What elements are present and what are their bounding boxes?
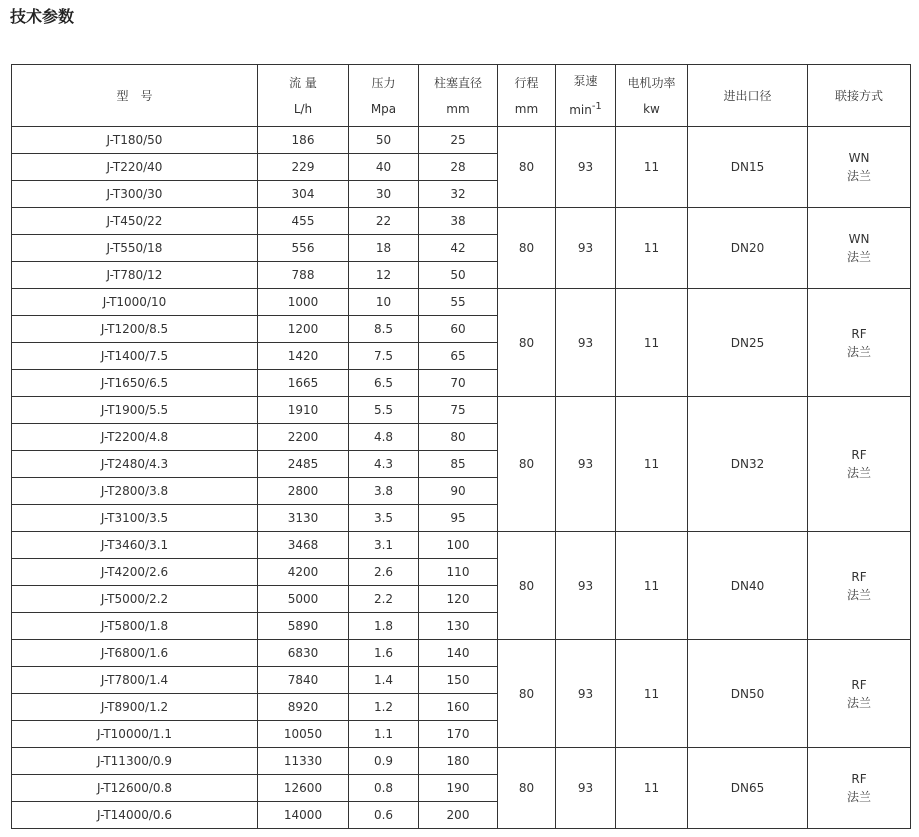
cell-power: 11 (616, 748, 688, 829)
cell-flow: 14000 (258, 802, 349, 829)
cell-diameter: 60 (419, 316, 498, 343)
cell-pressure: 0.9 (349, 748, 419, 775)
cell-flow: 1200 (258, 316, 349, 343)
connection-type: RF (851, 326, 867, 341)
cell-model: J-T180/50 (12, 127, 258, 154)
cell-model: J-T12600/0.8 (12, 775, 258, 802)
cell-flow: 455 (258, 208, 349, 235)
cell-pressure: 4.3 (349, 451, 419, 478)
cell-model: J-T7800/1.4 (12, 667, 258, 694)
connection-name: 法兰 (846, 466, 871, 480)
table-row (12, 289, 911, 316)
cell-model: J-T300/30 (12, 181, 258, 208)
cell-diameter: 110 (419, 559, 498, 586)
cell-diameter: 170 (419, 721, 498, 748)
page-title: 技术参数 (10, 7, 75, 26)
cell-diameter: 80 (419, 424, 498, 451)
cell-model: J-T8900/1.2 (12, 694, 258, 721)
cell-model: J-T1400/7.5 (12, 343, 258, 370)
header-flow: 流 量 L/h (258, 65, 349, 127)
cell-flow: 4200 (258, 559, 349, 586)
header-stroke: 行程 mm (498, 65, 556, 127)
cell-flow: 1910 (258, 397, 349, 424)
cell-diameter: 120 (419, 586, 498, 613)
cell-port: DN32 (688, 397, 808, 532)
cell-connection (808, 748, 911, 829)
table-row (12, 748, 911, 775)
cell-pressure: 3.1 (349, 532, 419, 559)
cell-model: J-T5000/2.2 (12, 586, 258, 613)
cell-flow: 10050 (258, 721, 349, 748)
cell-flow: 1665 (258, 370, 349, 397)
cell-diameter: 160 (419, 694, 498, 721)
cell-model: J-T5800/1.8 (12, 613, 258, 640)
cell-port: DN20 (688, 208, 808, 289)
cell-diameter: 85 (419, 451, 498, 478)
cell-diameter: 150 (419, 667, 498, 694)
cell-flow: 1420 (258, 343, 349, 370)
cell-flow: 556 (258, 235, 349, 262)
cell-diameter: 95 (419, 505, 498, 532)
connection-type: RF (851, 448, 867, 462)
cell-stroke: 80 (498, 289, 556, 397)
connection-type: RF (851, 569, 867, 584)
cell-connection (808, 208, 911, 289)
cell-pressure: 50 (349, 127, 419, 154)
cell-diameter: 38 (419, 208, 498, 235)
cell-speed: 93 (556, 289, 616, 397)
cell-speed: 93 (556, 208, 616, 289)
cell-connection (808, 289, 911, 397)
cell-power: 11 (616, 640, 688, 748)
cell-flow: 3468 (258, 532, 349, 559)
cell-pressure: 2.6 (349, 559, 419, 586)
cell-flow: 186 (258, 127, 349, 154)
connection-name: 法兰 (846, 344, 871, 359)
cell-model: J-T3100/3.5 (12, 505, 258, 532)
cell-flow: 8920 (258, 694, 349, 721)
cell-diameter: 75 (419, 397, 498, 424)
cell-model: J-T10000/1.1 (12, 721, 258, 748)
header-pump-speed: 泵速 $\min^{-1}$ (556, 65, 616, 127)
cell-pressure: 30 (349, 181, 419, 208)
cell-diameter: 70 (419, 370, 498, 397)
cell-pressure: 0.8 (349, 775, 419, 802)
table-row (12, 127, 911, 154)
cell-port: DN50 (688, 640, 808, 748)
table-row (12, 532, 911, 559)
cell-stroke: 80 (498, 748, 556, 829)
cell-pressure: 22 (349, 208, 419, 235)
cell-stroke: 80 (498, 640, 556, 748)
connection-name: 法兰 (846, 169, 871, 183)
cell-flow: 2485 (258, 451, 349, 478)
cell-pressure: 6.5 (349, 370, 419, 397)
connection-type: WN (848, 151, 870, 165)
cell-model: J-T6800/1.6 (12, 640, 258, 667)
cell-diameter: 28 (419, 154, 498, 181)
cell-flow: 2200 (258, 424, 349, 451)
cell-flow: 1000 (258, 289, 349, 316)
cell-pressure: 18 (349, 235, 419, 262)
cell-power: 11 (616, 127, 688, 208)
cell-diameter: 32 (419, 181, 498, 208)
cell-diameter: 90 (419, 478, 498, 505)
cell-pressure: 40 (349, 154, 419, 181)
cell-port: DN65 (688, 748, 808, 829)
cell-pressure: 1.1 (349, 721, 419, 748)
cell-pressure: 8.5 (349, 316, 419, 343)
cell-diameter: 42 (419, 235, 498, 262)
cell-pressure: 3.5 (349, 505, 419, 532)
cell-model: J-T2200/4.8 (12, 424, 258, 451)
cell-model: J-T11300/0.9 (12, 748, 258, 775)
cell-model: J-T1650/6.5 (12, 370, 258, 397)
cell-diameter: 100 (419, 532, 498, 559)
cell-connection (808, 532, 911, 640)
header-model: 型 号 (12, 65, 258, 127)
cell-port: DN25 (688, 289, 808, 397)
cell-diameter: 50 (419, 262, 498, 289)
table-row (12, 397, 911, 424)
cell-power: 11 (616, 289, 688, 397)
cell-flow: 2800 (258, 478, 349, 505)
cell-flow: 12600 (258, 775, 349, 802)
cell-pressure: 1.6 (349, 640, 419, 667)
cell-model: J-T14000/0.6 (12, 802, 258, 829)
cell-diameter: 190 (419, 775, 498, 802)
cell-diameter: 140 (419, 640, 498, 667)
cell-model: J-T4200/2.6 (12, 559, 258, 586)
connection-name: 法兰 (846, 250, 871, 264)
cell-model: J-T1900/5.5 (12, 397, 258, 424)
header-plunger-diameter: 柱塞直径 mm (419, 65, 498, 127)
cell-pressure: 4.8 (349, 424, 419, 451)
cell-flow: 6830 (258, 640, 349, 667)
cell-connection (808, 640, 911, 748)
connection-type: RF (851, 677, 867, 692)
cell-port: DN15 (688, 127, 808, 208)
cell-model: J-T1200/8.5 (12, 316, 258, 343)
connection-name: 法兰 (846, 587, 871, 602)
connection-type: WN (848, 232, 870, 246)
cell-model: J-T220/40 (12, 154, 258, 181)
cell-diameter: 55 (419, 289, 498, 316)
cell-pressure: 5.5 (349, 397, 419, 424)
cell-power: 11 (616, 532, 688, 640)
cell-connection (808, 127, 911, 208)
cell-diameter: 65 (419, 343, 498, 370)
cell-flow: 304 (258, 181, 349, 208)
cell-model: J-T3460/3.1 (12, 532, 258, 559)
cell-pressure: 1.8 (349, 613, 419, 640)
header-motor-power: 电机功率 kw (616, 65, 688, 127)
cell-connection (808, 397, 911, 532)
cell-model: J-T780/12 (12, 262, 258, 289)
cell-power: 11 (616, 208, 688, 289)
cell-flow: 7840 (258, 667, 349, 694)
cell-speed: 93 (556, 532, 616, 640)
cell-flow: 788 (258, 262, 349, 289)
cell-model: J-T2480/4.3 (12, 451, 258, 478)
cell-speed: 93 (556, 640, 616, 748)
cell-pressure: 3.8 (349, 478, 419, 505)
spec-table (11, 64, 911, 829)
cell-model: J-T550/18 (12, 235, 258, 262)
cell-diameter: 180 (419, 748, 498, 775)
cell-speed: 93 (556, 748, 616, 829)
cell-stroke: 80 (498, 532, 556, 640)
cell-port: DN40 (688, 532, 808, 640)
connection-name: 法兰 (846, 695, 871, 710)
cell-pressure: 1.4 (349, 667, 419, 694)
cell-speed: 93 (556, 397, 616, 532)
cell-pressure: 1.2 (349, 694, 419, 721)
cell-model: J-T450/22 (12, 208, 258, 235)
header-port-size: 进出口径 (688, 65, 808, 127)
cell-pressure: 0.6 (349, 802, 419, 829)
cell-speed: 93 (556, 127, 616, 208)
connection-type: RF (851, 772, 867, 786)
cell-pressure: 12 (349, 262, 419, 289)
cell-model: J-T2800/3.8 (12, 478, 258, 505)
cell-flow: 5890 (258, 613, 349, 640)
cell-flow: 5000 (258, 586, 349, 613)
cell-diameter: 25 (419, 127, 498, 154)
header-row (12, 65, 911, 127)
table-row (12, 208, 911, 235)
cell-pressure: 7.5 (349, 343, 419, 370)
cell-flow: 11330 (258, 748, 349, 775)
cell-flow: 3130 (258, 505, 349, 532)
cell-stroke: 80 (498, 397, 556, 532)
cell-power: 11 (616, 397, 688, 532)
cell-flow: 229 (258, 154, 349, 181)
header-pressure: 压力 Mpa (349, 65, 419, 127)
header-connection: 联接方式 (808, 65, 911, 127)
cell-diameter: 200 (419, 802, 498, 829)
cell-stroke: 80 (498, 208, 556, 289)
cell-pressure: 2.2 (349, 586, 419, 613)
table-row (12, 640, 911, 667)
cell-diameter: 130 (419, 613, 498, 640)
connection-name: 法兰 (846, 790, 871, 804)
cell-stroke: 80 (498, 127, 556, 208)
cell-pressure: 10 (349, 289, 419, 316)
cell-model: J-T1000/10 (12, 289, 258, 316)
